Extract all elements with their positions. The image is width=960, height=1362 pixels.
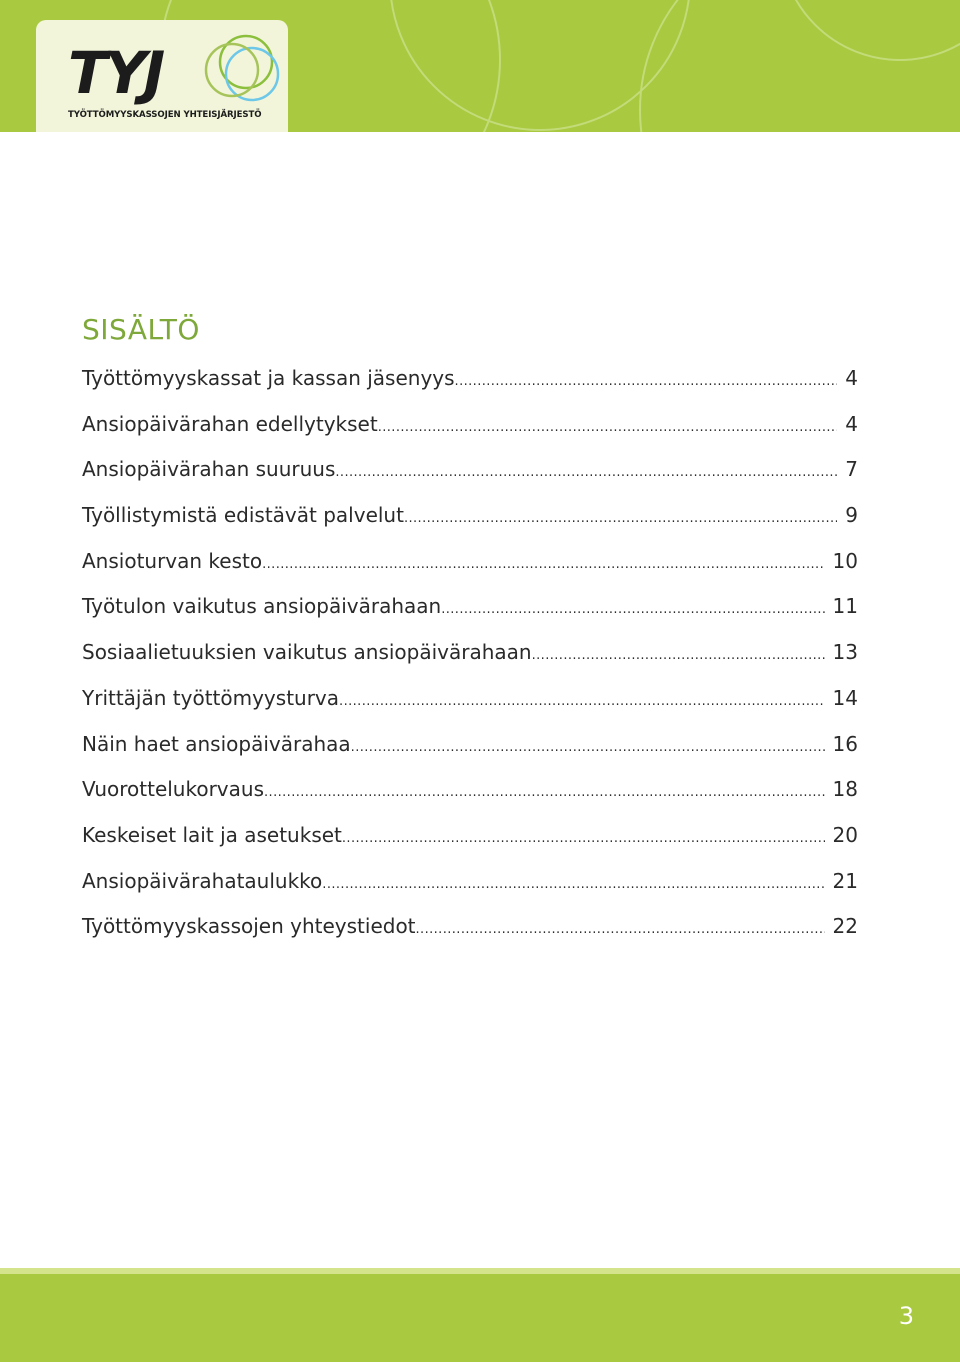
- toc-list: [82, 366, 858, 960]
- footer-band: [0, 1274, 960, 1362]
- toc-entry[interactable]: [82, 412, 858, 458]
- toc-entry[interactable]: [82, 366, 858, 412]
- toc-entry[interactable]: [82, 823, 858, 869]
- logo: [36, 20, 288, 132]
- toc-dot-leader: [339, 694, 825, 709]
- toc-entry[interactable]: [82, 594, 858, 640]
- toc-entry[interactable]: [82, 869, 858, 915]
- toc-entry-label: Työttömyyskassojen yhteystiedot: [82, 914, 416, 939]
- toc-entry[interactable]: [82, 503, 858, 549]
- toc-dot-leader: [351, 740, 825, 755]
- toc-entry-page: 11: [832, 594, 858, 619]
- toc-entry-page: 13: [832, 640, 858, 665]
- toc-entry-label: Yrittäjän työttömyysturva: [82, 685, 340, 710]
- toc-entry-label: Työttömyyskassat ja kassan jäsenyys: [82, 366, 455, 390]
- logo-subtitle: TYÖTTÖMYYSKASSOJEN YHTEISJÄRJESTÖ: [68, 110, 262, 120]
- toc-entry-page: 10: [832, 548, 858, 573]
- toc-entry-page: 18: [832, 777, 858, 802]
- toc-entry-label: Työtulon vaikutus ansiopäivärahaan: [82, 594, 442, 619]
- toc-dot-leader: [378, 420, 838, 435]
- toc-entry-page: 4: [845, 366, 858, 390]
- toc-entry[interactable]: [82, 914, 858, 960]
- toc-entry[interactable]: [82, 549, 858, 595]
- toc-entry-page: 16: [832, 731, 858, 756]
- logo-mark: TYJ: [68, 39, 163, 107]
- toc-entry-page: 21: [832, 868, 858, 893]
- toc-dot-leader: [264, 785, 825, 800]
- toc-entry[interactable]: [82, 640, 858, 686]
- toc-dot-leader: [532, 648, 825, 663]
- page-number: 3: [898, 1302, 914, 1330]
- toc-entry[interactable]: [82, 777, 858, 823]
- toc-entry-page: 9: [845, 503, 858, 528]
- toc-entry-label: Keskeiset lait ja asetukset: [82, 822, 342, 847]
- toc-dot-leader: [262, 557, 824, 572]
- toc-dot-leader: [404, 511, 837, 526]
- toc-dot-leader: [322, 877, 824, 892]
- toc-dot-leader: [441, 602, 824, 617]
- toc-entry-label: Näin haet ansiopäivärahaa: [82, 731, 351, 756]
- toc-entry-page: 4: [845, 411, 858, 436]
- toc-entry-label: Ansiopäivärahan edellytykset: [82, 411, 378, 436]
- toc-entry-label: Ansiopäivärahan suuruus: [82, 457, 336, 482]
- toc-dot-leader: [455, 374, 838, 389]
- toc-entry[interactable]: [82, 686, 858, 732]
- logo-circles-icon: [194, 30, 290, 108]
- header-band: [0, 0, 960, 132]
- toc-entry-page: 7: [845, 457, 858, 482]
- toc-entry-label: Ansiopäivärahataulukko: [82, 868, 323, 893]
- toc-dot-leader: [335, 465, 837, 480]
- toc-entry-page: 20: [832, 822, 858, 847]
- toc-title: SISÄLTÖ: [82, 313, 200, 346]
- toc-entry-label: Työllistymistä edistävät palvelut: [82, 503, 404, 528]
- toc-entry-label: Ansioturvan kesto: [82, 548, 263, 573]
- toc-entry[interactable]: [82, 457, 858, 503]
- toc-entry-page: 14: [832, 685, 858, 710]
- toc-dot-leader: [416, 922, 825, 937]
- toc-entry[interactable]: [82, 732, 858, 778]
- toc-entry-page: 22: [832, 914, 858, 939]
- toc-dot-leader: [342, 831, 825, 846]
- toc-entry-label: Sosiaalietuuksien vaikutus ansiopäivärahaan: [82, 640, 532, 665]
- toc-entry-label: Vuorottelukorvaus: [82, 777, 264, 802]
